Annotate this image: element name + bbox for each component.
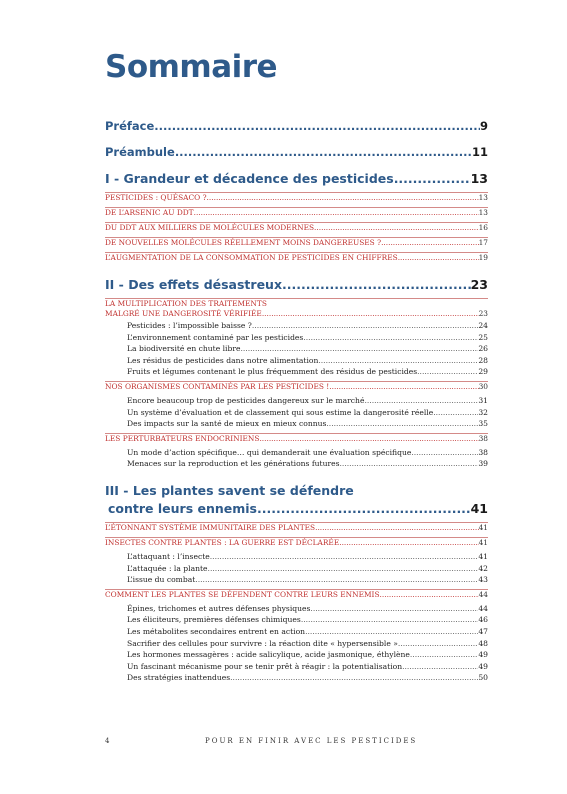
toc-part-entry-label: II - Des effets désastreux — [105, 277, 283, 292]
toc-subsection-entry[interactable] — [105, 356, 488, 368]
toc-part-entry-page: 23 — [470, 277, 488, 292]
toc-subsection-entry-page: 39 — [478, 459, 488, 469]
toc-subsection-entry-page: 49 — [478, 661, 488, 671]
toc-subsection-entry-label: Menaces sur la reproduction et les générations futures — [127, 459, 340, 469]
toc-section-entry-page: 13 — [478, 208, 488, 217]
dot-leader — [315, 523, 479, 532]
toc-subsection-entry-label: L’attaquée : la plante — [127, 563, 208, 573]
toc-section-entry[interactable] — [105, 237, 488, 252]
toc-section-entry-label: LES PERTURBATEURS ENDOCRINIENS — [105, 433, 260, 443]
toc-subsection-entry-page: 42 — [478, 563, 488, 573]
toc-subsection-entry-label: Fruits et légumes contenant le plus fréquemment des résidus de pesticides — [127, 367, 418, 377]
toc-section-entry-label: DE NOUVELLES MOLÉCULES RÉELLEMENT MOINS DANGEREUSES ? — [105, 238, 382, 247]
dot-leader — [380, 590, 479, 599]
toc-subsection-entry-label: Les métabolites secondaires entrent en action — [127, 626, 306, 636]
toc-section-entry[interactable] — [105, 537, 488, 552]
dot-leader — [310, 604, 478, 613]
dot-leader — [301, 615, 479, 624]
toc-section-entry-page: 17 — [478, 238, 488, 247]
toc-front-matter-entry-label: Préambule — [105, 145, 175, 159]
toc-subsection-entry-label: Des stratégies inattendues — [127, 673, 231, 683]
footer-book-title: POUR EN FINIR AVEC LES PESTICIDES — [205, 737, 418, 745]
toc-section-entry[interactable] — [105, 522, 488, 537]
dot-leader — [252, 321, 478, 330]
toc-subsection-entry-page: 46 — [478, 615, 488, 625]
toc-subsection-entry[interactable] — [105, 575, 488, 587]
toc-section-entry[interactable] — [105, 309, 488, 321]
toc-subsection-entry[interactable] — [105, 604, 488, 616]
toc-section-entry-label: MALGRÉ UNE DANGEROSITÉ VÉRIFIÉE — [105, 309, 262, 318]
dot-leader — [282, 277, 471, 292]
toc-subsection-entry-label: Les hormones messagères : acide salicylique, acide jasmonique, éthylène — [127, 650, 410, 660]
toc-subsection-entry-label: Encore beaucoup trop de pesticides dangereux sur le marché — [127, 395, 365, 405]
toc-part-entry-label: I - Grandeur et décadence des pesticides — [105, 171, 394, 186]
toc-subsection-entry[interactable] — [105, 673, 488, 685]
toc-subsection-entry-page: 48 — [478, 638, 488, 648]
dot-leader — [329, 382, 478, 391]
toc-section-entry-label: COMMENT LES PLANTES SE DÉFENDENT CONTRE LEURS ENNEMIS — [105, 589, 380, 599]
table-of-contents — [105, 119, 488, 697]
toc-subsection-entry-label: Sacrifier des cellules pour survivre : la réaction dite « hypersensible » — [127, 638, 398, 648]
toc-subsection-entry-page: 28 — [478, 355, 488, 365]
toc-subsection-entry-page: 41 — [478, 551, 488, 561]
toc-subsection-entry[interactable] — [105, 321, 488, 333]
dot-leader — [417, 367, 478, 376]
toc-subsection-entry[interactable] — [105, 564, 488, 576]
toc-section-entry-label: INSECTES CONTRE PLANTES : LA GUERRE EST DÉCLARÉE — [105, 537, 340, 547]
dot-leader — [394, 171, 471, 186]
toc-subsection-entry[interactable] — [105, 396, 488, 408]
toc-section-entry[interactable] — [105, 589, 488, 604]
toc-subsection-entry-label: La biodiversité en chute libre — [127, 344, 241, 354]
toc-section-entry[interactable] — [105, 252, 488, 267]
dot-leader — [340, 459, 479, 468]
toc-section-entry-page: 23 — [478, 309, 488, 318]
toc-subsection-entry[interactable] — [105, 408, 488, 420]
dot-leader — [195, 575, 478, 584]
toc-section-entry-page: 41 — [478, 537, 488, 547]
toc-subsection-entry-page: 35 — [478, 419, 488, 429]
toc-section-entry-page: 38 — [478, 433, 488, 443]
toc-subsection-entry[interactable] — [105, 662, 488, 674]
dot-leader — [314, 223, 479, 232]
dot-leader — [326, 419, 478, 428]
toc-subsection-entry-page: 29 — [478, 367, 488, 377]
toc-subsection-entry-page: 24 — [478, 321, 488, 330]
toc-section-title-line: LA MULTIPLICATION DES TRAITEMENTS — [105, 298, 488, 309]
toc-subsection-entry[interactable] — [105, 344, 488, 356]
toc-section-entry[interactable] — [105, 222, 488, 237]
dot-leader — [364, 396, 478, 405]
toc-subsection-entry-label: Les éliciteurs, premières défenses chimiques — [127, 615, 301, 625]
dot-leader — [402, 662, 478, 671]
toc-subsection-entry-page: 47 — [478, 626, 488, 636]
page-title: Sommaire — [105, 49, 278, 85]
toc-section-entry-label: NOS ORGANISMES CONTAMINÉS PAR LES PESTICIDES ! — [105, 381, 330, 391]
toc-subsection-entry-label: Un mode d’action spécifique… qui demanderait une évaluation spécifique — [127, 447, 412, 457]
toc-subsection-entry-label: L’environnement contaminé par les pesticides — [127, 332, 304, 342]
toc-section-entry[interactable] — [105, 433, 488, 448]
dot-leader — [240, 344, 478, 353]
toc-subsection-entry[interactable] — [105, 333, 488, 345]
dot-leader — [381, 238, 479, 247]
dot-leader — [208, 564, 479, 573]
toc-part-title-line: III - Les plantes savent se défendre — [105, 482, 354, 498]
toc-section-entry-label: PESTICIDES : QUÉSACO ? — [105, 193, 207, 202]
toc-subsection-entry-label: L’attaquant : l’insecte — [127, 551, 210, 561]
dot-leader — [175, 145, 472, 159]
toc-subsection-entry-page: 38 — [478, 447, 488, 457]
toc-front-matter-entry-page: 11 — [471, 145, 488, 159]
toc-front-matter-entry[interactable] — [105, 145, 488, 161]
toc-subsection-entry[interactable] — [105, 448, 488, 460]
toc-subsection-entry-page: 43 — [478, 575, 488, 585]
toc-subsection-entry[interactable] — [105, 552, 488, 564]
toc-section-entry-page: 30 — [478, 381, 488, 391]
toc-subsection-entry-label: Les résidus de pesticides dans notre alimentation — [127, 355, 319, 365]
footer-page-number: 4 — [105, 737, 110, 745]
toc-subsection-entry-label: Des impacts sur la santé de mieux en mieux connus — [127, 419, 327, 429]
toc-section-entry-label: DE L’ARSENIC AU DDT — [105, 208, 194, 217]
toc-section-entry-label: L’AUGMENTATION DE LA CONSOMMATION DE PESTICIDES EN CHIFFRES — [105, 253, 398, 262]
toc-subsection-entry-page: 26 — [478, 344, 488, 354]
dot-leader — [339, 538, 478, 547]
toc-subsection-entry-page: 31 — [478, 395, 488, 405]
toc-subsection-entry-label: Un fascinant mécanisme pour se tenir prêt à réagir : la potentialisation — [127, 661, 403, 671]
dot-leader — [433, 408, 478, 417]
toc-part-entry[interactable] — [105, 277, 488, 295]
dot-leader — [262, 309, 479, 318]
toc-subsection-entry-page: 25 — [478, 332, 488, 342]
toc-front-matter-entry-page: 9 — [479, 119, 488, 133]
dot-leader — [305, 627, 478, 636]
toc-part-entry-page: 13 — [470, 171, 488, 186]
dot-leader — [410, 650, 478, 659]
dot-leader — [398, 639, 478, 648]
toc-section-entry-page: 19 — [478, 253, 488, 262]
toc-subsection-entry[interactable] — [105, 639, 488, 651]
dot-leader — [259, 434, 478, 443]
toc-section-entry[interactable] — [105, 192, 488, 207]
toc-subsection-entry-label: Pesticides : l’impossible baisse ? — [127, 321, 252, 330]
toc-front-matter-entry[interactable] — [105, 119, 488, 135]
toc-section-entry-page: 41 — [478, 522, 488, 532]
toc-subsection-entry[interactable] — [105, 627, 488, 639]
toc-subsection-entry[interactable] — [105, 419, 488, 431]
dot-leader — [230, 673, 478, 682]
toc-part-entry[interactable] — [105, 501, 488, 519]
dot-leader — [411, 448, 478, 457]
toc-part-entry[interactable] — [105, 171, 488, 189]
toc-subsection-entry-label: Épines, trichomes et autres défenses physiques — [127, 603, 311, 613]
toc-subsection-entry[interactable] — [105, 367, 488, 379]
toc-section-entry-page: 16 — [478, 223, 488, 232]
toc-subsection-entry-page: 32 — [478, 407, 488, 417]
dot-leader — [257, 501, 471, 516]
toc-subsection-entry-page: 49 — [478, 650, 488, 660]
toc-subsection-entry[interactable] — [105, 459, 488, 471]
toc-section-entry[interactable] — [105, 381, 488, 396]
toc-subsection-entry-page: 44 — [478, 603, 488, 613]
toc-section-entry[interactable] — [105, 207, 488, 222]
toc-subsection-entry[interactable] — [105, 615, 488, 627]
dot-leader — [194, 208, 479, 217]
toc-part-entry-page: 41 — [470, 500, 488, 516]
toc-subsection-entry[interactable] — [105, 650, 488, 662]
toc-section-entry-label: DU DDT AUX MILLIERS DE MOLÉCULES MODERNES — [105, 223, 315, 232]
toc-subsection-entry-label: L’issue du combat — [127, 575, 196, 585]
dot-leader — [303, 333, 478, 342]
toc-section-entry-page: 44 — [478, 589, 488, 599]
dot-leader — [207, 193, 479, 202]
toc-part-entry-label: contre leurs ennemis — [108, 500, 257, 516]
toc-section-entry-label: L’ÉTONNANT SYSTÈME IMMUNITAIRE DES PLANTES — [105, 522, 316, 532]
toc-subsection-entry-page: 50 — [478, 673, 488, 683]
toc-section-entry-page: 13 — [478, 193, 488, 202]
dot-leader — [318, 356, 478, 365]
dot-leader — [154, 119, 480, 133]
dot-leader — [398, 253, 479, 262]
toc-front-matter-entry-label: Préface — [105, 119, 155, 133]
dot-leader — [210, 552, 479, 561]
toc-subsection-entry-label: Un système d’évaluation et de classement qui sous estime la dangerosité réelle — [127, 407, 434, 417]
